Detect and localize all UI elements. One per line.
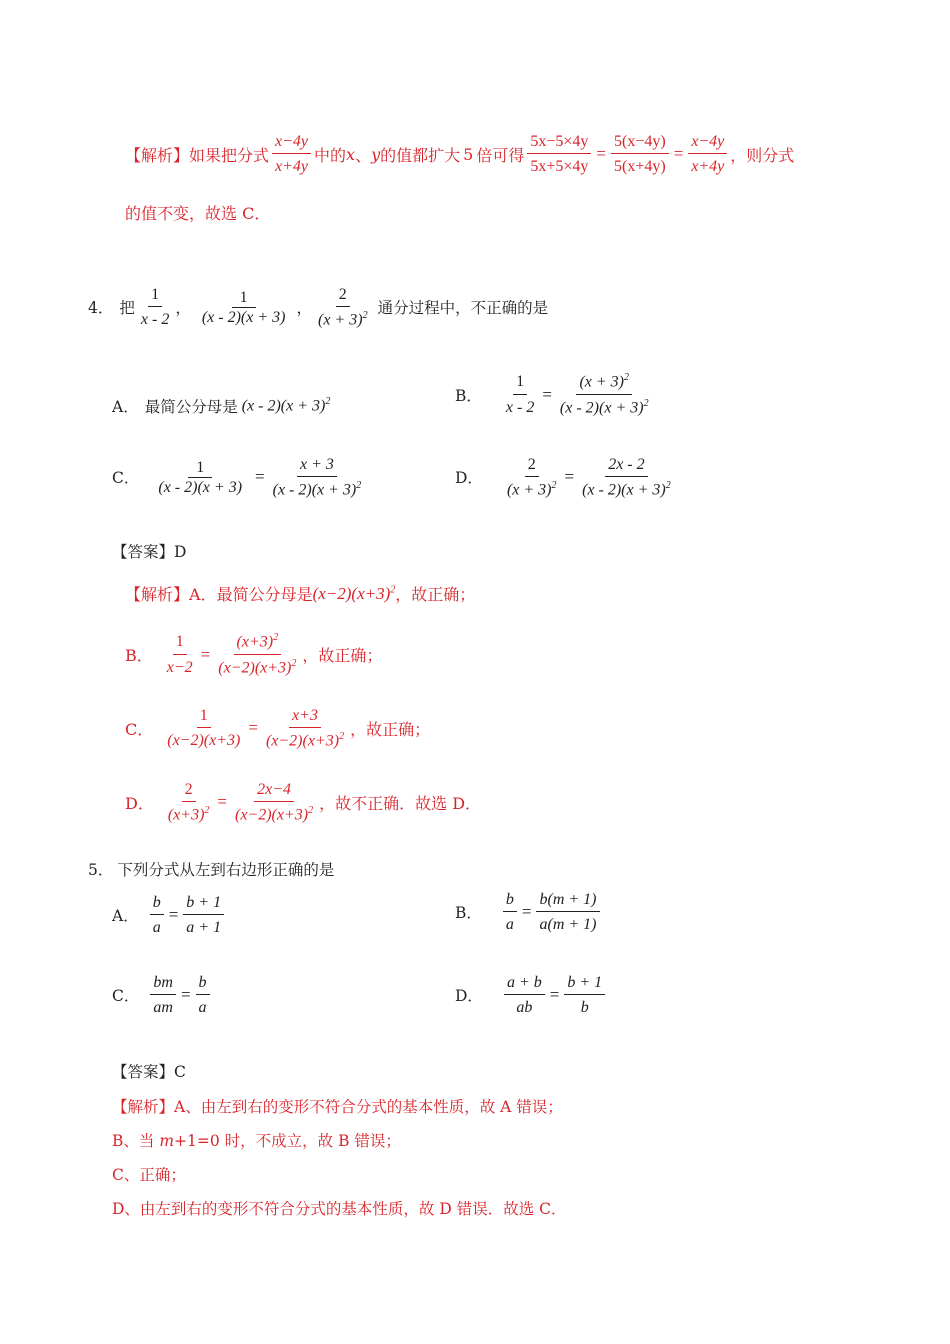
q3-explanation-line1: [125, 132, 794, 176]
fraction-denominator: 5x+5×4y: [530, 158, 589, 176]
q4-option-c[interactable]: [112, 455, 367, 500]
fraction-denominator: [263, 728, 347, 751]
fraction-denominator: [579, 477, 674, 500]
fraction-right: [564, 973, 605, 1017]
q4-option-d[interactable]: [455, 455, 677, 500]
option-label: B．: [455, 904, 482, 923]
fraction-denominator: (x - 2)(x + 3): [158, 478, 243, 496]
fraction-denominator: a + 1: [186, 919, 222, 937]
explanation-text: A．最简公分母是: [189, 585, 313, 604]
fraction-numerator: b + 1: [564, 973, 605, 995]
option-label: D．: [455, 987, 483, 1006]
explanation-label: C．: [125, 719, 154, 739]
exponent: 2: [204, 805, 210, 817]
q5-option-b[interactable]: [455, 890, 603, 934]
fraction-right: [536, 890, 599, 934]
fraction-scaled: [527, 132, 591, 176]
fraction-numerator: 1: [232, 288, 256, 308]
denominator-base: (x−2)(x+3): [218, 658, 292, 676]
q4-stem-text: 把: [119, 299, 135, 318]
exponent: 2: [291, 657, 297, 669]
fraction-denominator: (x−2)(x+3): [167, 732, 241, 750]
fraction-numerator: 1: [513, 372, 527, 394]
numerator-base: (x+3): [236, 633, 274, 651]
equals-sign: =: [168, 905, 179, 925]
exponent: 2: [643, 397, 649, 409]
fraction-denominator: 5(x+4y): [614, 158, 666, 176]
equals-sign: =: [217, 792, 227, 812]
explanation-label: 【解析】: [125, 585, 190, 604]
denominator-base: (x+3): [167, 806, 205, 824]
fraction-left: [504, 973, 545, 1017]
q4-explanation-d: [125, 780, 481, 825]
expression-base: (x - 2)(x + 3): [241, 397, 326, 415]
variable-x: x: [346, 144, 356, 164]
question-number: 4．: [88, 299, 114, 318]
q5-stem: [88, 858, 334, 880]
explanation-label: B．: [125, 646, 153, 666]
fraction-denominator: [270, 477, 365, 500]
fraction-numerator: 5(x−4y): [611, 132, 669, 154]
fraction-left: [165, 780, 213, 825]
explanation-expression: [313, 584, 396, 604]
variable-m: m: [159, 1132, 175, 1150]
q4-stem: [88, 285, 548, 330]
fraction-numerator: b: [503, 890, 517, 912]
equals-sign: =: [564, 467, 575, 487]
fraction-numerator: x−4y: [272, 132, 311, 154]
q3-explanation-line2: 的值不变，故选 C．: [125, 204, 271, 223]
fraction-right: [270, 455, 365, 500]
fraction-right: [183, 893, 224, 937]
separator: 、: [355, 145, 372, 165]
fraction-numerator: b: [150, 893, 164, 915]
q5-explanation-2: [112, 1129, 401, 1151]
fraction-denominator: [165, 802, 213, 825]
fraction-numerator: x−4y: [688, 132, 727, 154]
denominator-base: (x - 2)(x + 3): [272, 481, 357, 499]
fraction-numerator: 1: [188, 458, 212, 478]
fraction-denominator: [504, 477, 560, 500]
option-label: B．: [455, 386, 482, 405]
q4-stem-text: 通分过程中，不正确的是: [377, 299, 549, 318]
separator: ，: [175, 299, 191, 318]
numerator-base: (x + 3): [579, 373, 625, 391]
fraction-denominator: x - 2: [140, 311, 170, 329]
equals-sign: =: [255, 467, 265, 487]
variable-y: y: [371, 144, 381, 164]
fraction-numerator: 2x - 2: [605, 455, 647, 477]
exponent: 2: [362, 310, 368, 322]
fraction-numerator: b + 1: [183, 893, 224, 915]
fraction-denominator: x+4y: [275, 158, 309, 176]
equals-sign: =: [200, 644, 211, 664]
q5-option-a[interactable]: [112, 893, 227, 937]
explanation-text: +1=0 时，不成立，故 B 错误；: [174, 1132, 401, 1150]
q3-explanation-text: 如果把分式: [189, 145, 270, 165]
fraction-numerator: 1: [197, 706, 211, 728]
exponent: 2: [390, 583, 396, 595]
explanation-label: D．: [125, 793, 154, 813]
fraction-numerator: [576, 372, 632, 395]
equals-sign: =: [248, 718, 258, 738]
denominator-base: (x - 2)(x + 3): [582, 481, 666, 499]
expression-base: (x−2)(x+3): [312, 583, 391, 603]
q4-fraction-1: [138, 285, 172, 329]
factor-five: 5: [463, 144, 474, 164]
fraction-left: [150, 973, 176, 1017]
fraction-denominator: [557, 395, 652, 418]
fraction-numerator: [234, 632, 282, 655]
fraction-denominator: b: [580, 999, 589, 1017]
denominator-base: (x−2)(x+3): [265, 732, 340, 750]
fraction-denominator: am: [153, 999, 173, 1017]
fraction-denominator: [215, 655, 299, 678]
denominator-base: (x−2)(x+3): [235, 806, 309, 824]
fraction-denominator: (x - 2)(x + 3): [201, 308, 286, 326]
fraction-numerator: b: [196, 973, 210, 995]
fraction-numerator: 2: [182, 780, 196, 802]
exponent: 2: [551, 480, 557, 492]
fraction-numerator: 2: [525, 455, 539, 477]
exponent: 2: [665, 480, 671, 492]
fraction-denominator: x+4y: [691, 158, 725, 176]
q4-explanation-a: [125, 582, 475, 605]
fraction-denominator: a: [505, 916, 514, 934]
fraction-right: [557, 372, 652, 417]
option-expression: [242, 396, 331, 415]
fraction-denominator: x - 2: [505, 398, 535, 416]
fraction-right: [196, 973, 210, 1017]
option-label: D．: [455, 469, 483, 488]
q3-explanation-label: 【解析】: [125, 145, 190, 165]
explanation-text: ，故正确；: [350, 719, 431, 739]
equals-sign: =: [549, 985, 560, 1005]
fraction-original: [272, 132, 311, 176]
denominator-base: (x + 3): [506, 481, 552, 499]
fraction-denominator: a(m + 1): [539, 916, 597, 934]
exponent: 2: [308, 805, 314, 817]
equals-sign: =: [542, 384, 552, 404]
fraction-left: [150, 893, 164, 937]
q3-explanation-text: 中的: [314, 145, 347, 165]
fraction-numerator: 1: [173, 632, 187, 654]
fraction-denominator: ab: [516, 999, 533, 1017]
equals-sign: =: [180, 985, 191, 1005]
fraction-left: [164, 632, 196, 676]
fraction-left: [164, 706, 243, 750]
q4-explanation-c: [125, 706, 430, 751]
q3-explanation-text: 的值都扩大: [380, 145, 461, 165]
q4-option-a[interactable]: [112, 395, 330, 417]
fraction-denominator: [232, 802, 316, 825]
fraction-denominator: a: [198, 999, 207, 1017]
fraction-right: [579, 455, 674, 500]
fraction-numerator: x + 3: [297, 455, 337, 477]
fraction-right: [232, 780, 316, 825]
exponent: 2: [339, 731, 345, 743]
fraction-left: [503, 372, 537, 416]
denominator-base: (x - 2)(x + 3): [559, 398, 644, 416]
fraction-right: [263, 706, 347, 751]
explanation-text: ，故正确；: [395, 585, 476, 604]
fraction-numerator: 1: [148, 285, 162, 307]
denominator-base: (x + 3): [318, 311, 363, 329]
explanation-text: B、当: [112, 1132, 160, 1150]
option-label: C．: [112, 987, 140, 1006]
fraction-right: [215, 632, 299, 677]
fraction-denominator: a: [152, 919, 161, 937]
fraction-numerator: 2x−4: [254, 780, 294, 802]
fraction-left: [150, 458, 250, 497]
option-label: A．: [112, 398, 139, 416]
fraction-numerator: x+3: [289, 706, 321, 728]
q5-explanation-4: D、由左到右的变形不符合分式的基本性质，故 D 错误．故选 C．: [112, 1200, 567, 1218]
exponent: 2: [356, 480, 362, 492]
option-label: A．: [112, 907, 139, 926]
explanation-text: ，故正确；: [302, 646, 383, 666]
fraction-left: [504, 455, 560, 500]
option-label: C．: [112, 469, 140, 488]
q3-explanation-text: 倍可得: [476, 145, 525, 165]
q5-option-d[interactable]: [455, 973, 608, 1017]
fraction-result: [688, 132, 727, 176]
q5-explanation-1: 【解析】A、由左到右的变形不符合分式的基本性质，故 A 错误；: [112, 1098, 563, 1116]
question-number: 5．: [88, 861, 114, 879]
equals-sign: =: [521, 902, 532, 922]
q4-option-b[interactable]: [455, 372, 655, 417]
exponent: 2: [273, 632, 279, 643]
fraction-denominator: x−2: [166, 658, 193, 676]
fraction-numerator: b(m + 1): [536, 890, 599, 912]
q5-option-c[interactable]: [112, 973, 213, 1017]
equals-sign: =: [596, 144, 606, 164]
fraction-numerator: 2: [336, 285, 350, 307]
fraction-factored: [611, 132, 669, 176]
explanation-text: ，故不正确．故选 D．: [319, 793, 482, 813]
q5-explanation-3: C、正确；: [112, 1166, 186, 1184]
q4-explanation-b: [125, 632, 382, 677]
exponent: 2: [624, 372, 630, 383]
fraction-numerator: a + b: [504, 973, 545, 995]
option-text: 最简公分母是: [144, 398, 238, 416]
fraction-left: [503, 890, 517, 934]
q5-stem-text: 下列分式从左到右边形正确的是: [117, 861, 335, 879]
q4-fraction-3: [315, 285, 371, 330]
q4-answer: 【答案】D: [112, 543, 187, 561]
fraction-numerator: 5x−5×4y: [527, 132, 591, 154]
exponent: 2: [325, 396, 331, 408]
equals-sign: =: [673, 144, 684, 164]
q4-fraction-2: [194, 288, 294, 327]
fraction-denominator: [315, 307, 371, 330]
q5-answer: 【答案】C: [112, 1063, 186, 1081]
separator: ，: [296, 299, 312, 318]
fraction-numerator: bm: [150, 973, 176, 995]
q3-explanation-text: ，则分式: [730, 145, 795, 165]
